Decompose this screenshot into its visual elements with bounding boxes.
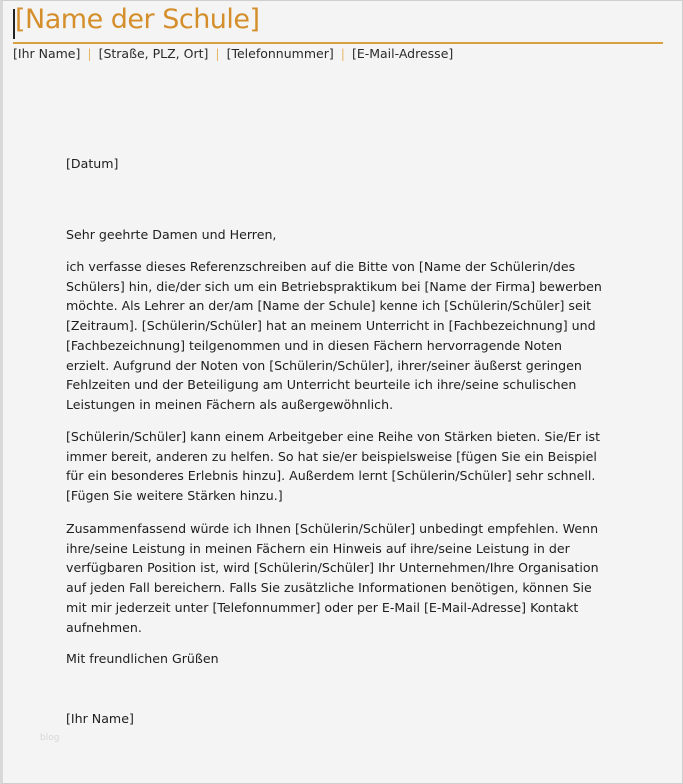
paragraph-line: [Zeitraum]. [Schülerin/Schüler] hat an meinem Unterricht in [Fachbezeichnung] und — [66, 318, 596, 334]
paragraph-line: [Schülerin/Schüler] kann einem Arbeitgeber eine Reihe von Stärken bieten. Sie/Er ist — [66, 429, 601, 444]
contact-email[interactable]: [E-Mail-Adresse] — [351, 46, 454, 61]
signature-name[interactable]: [Ihr Name] — [66, 711, 134, 726]
contact-line — [13, 46, 453, 61]
paragraph-line: [Fachbezeichnung] teilgenommen und in diesen Fächern hervorragende Noten — [66, 337, 562, 353]
separator: | — [340, 46, 345, 61]
paragraph-line: Leistungen in meinen Fächern als außergewöhnlich. — [66, 396, 394, 412]
contact-address[interactable]: [Straße, PLZ, Ort] — [98, 46, 209, 61]
paragraph-line: aufnehmen. — [66, 619, 142, 635]
paragraph-line: Schülers] hin, die/der sich um ein Betriebspraktikum bei [Name der Firma] bewerben — [66, 278, 602, 294]
paragraph-line: möchte. Als Lehrer an der/am [Name der Schule] kenne ich [Schülerin/Schüler] seit — [66, 298, 592, 314]
paragraph-2[interactable] — [66, 427, 600, 506]
school-name-heading[interactable]: [Name der Schule] — [15, 4, 260, 35]
paragraph-line: auf jeden Fall bereichern. Falls Sie zusätzliche Informationen benötigen, können Sie — [66, 580, 592, 596]
paragraph-line: mit mir jederzeit unter [Telefonnummer] oder per E-Mail [E-Mail-Adresse] Kontakt — [66, 599, 579, 615]
paragraph-line: [Fügen Sie weitere Stärken hinzu.] — [66, 488, 283, 504]
paragraph-1[interactable] — [66, 257, 602, 415]
paragraph-line: Fehlzeiten und der Beteiligung am Unterricht beurteile ich ihre/seine schulischen — [66, 377, 577, 393]
paragraph-line: ihre/seine Leistung in meinen Fächern ein Hinweis auf ihre/seine Leistung in der — [66, 540, 570, 556]
paragraph-line: Zusammenfassend würde ich Ihnen [Schülerin/Schüler] unbedingt empfehlen. Wenn — [66, 521, 599, 536]
separator: | — [215, 46, 220, 61]
closing[interactable]: Mit freundlichen Grüßen — [66, 651, 219, 666]
separator: | — [87, 46, 92, 61]
date[interactable]: [Datum] — [66, 156, 119, 171]
paragraph-line: ich verfasse dieses Referenzschreiben auf die Bitte von [Name der Schülerin/des — [66, 259, 576, 274]
paragraph-line: verfügbaren Position ist, wird [Schülerin/Schüler] Ihr Unternehmen/Ihre Organisation — [66, 560, 599, 576]
salutation[interactable]: Sehr geehrte Damen und Herren, — [66, 227, 277, 242]
contact-phone[interactable]: [Telefonnummer] — [226, 46, 334, 61]
header-rule — [13, 42, 663, 44]
paragraph-line: immer bereit, anderen zu helfen. So hat sie/er beispielsweise [fügen Sie ein Beispiel — [66, 448, 597, 464]
watermark: blog — [40, 733, 60, 743]
contact-name[interactable]: [Ihr Name] — [13, 46, 81, 61]
paragraph-3[interactable] — [66, 519, 599, 637]
paragraph-line: für ein besonderes Erlebnis hinzu]. Außerdem lernt [Schülerin/Schüler] sehr schnell. — [66, 468, 596, 484]
paragraph-line: erzielt. Aufgrund der Noten von [Schülerin/Schüler], ihrer/seiner äußerst geringen — [66, 357, 582, 373]
